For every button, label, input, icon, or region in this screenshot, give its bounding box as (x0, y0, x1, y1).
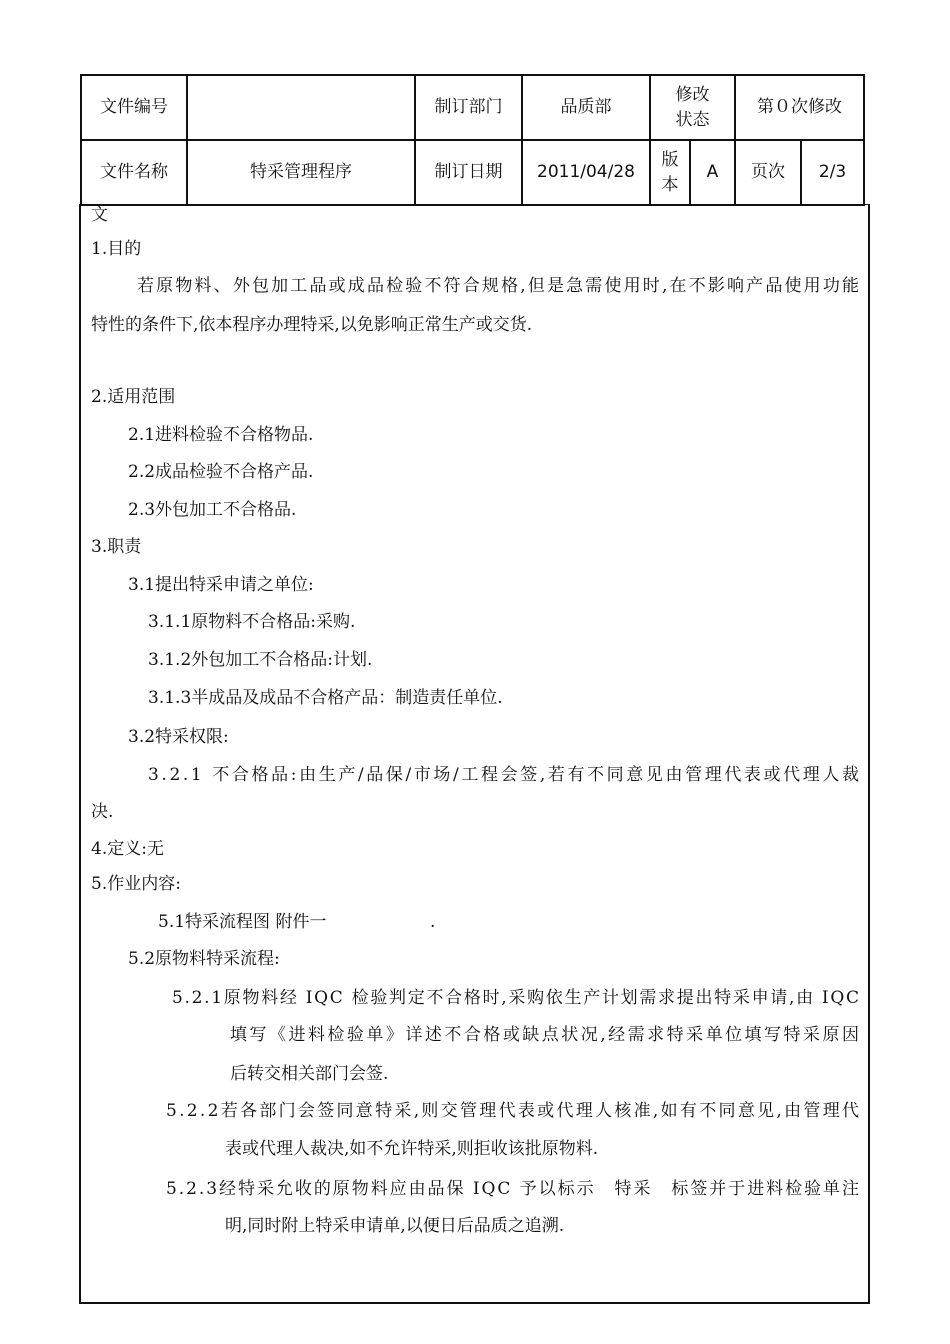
text-line: 文 (91, 205, 108, 225)
date-value: 2011/04/28 (522, 140, 650, 205)
revision-status-label-line1: 修改 (675, 84, 710, 105)
file-name-label: 文件名称 (81, 140, 187, 205)
list-item: 2.3外包加工不合格品. (128, 500, 297, 520)
paragraph-line: 特性的条件下,依本程序办理特采,以免影响正常生产或交货. (91, 315, 533, 335)
section-heading-definition: 4.定义:无 (91, 839, 164, 859)
list-item: 2.2成品检验不合格产品. (128, 462, 314, 482)
paragraph-line: 后转交相关部门会签. (230, 1064, 389, 1084)
paragraph-line: 决. (91, 802, 114, 822)
list-item: 5.2.3经特采允收的原物料应由品保 IQC 予以标示 特采 标签并于进料检验单注 (166, 1179, 861, 1199)
paragraph-line: 明,同时附上特采申请单,以便日后品质之追溯. (225, 1216, 565, 1236)
list-item: 3.2.1 不合格品:由生产/品保/市场/工程会签,若有不同意见由管理代表或代理人裁 (148, 765, 862, 785)
list-item: 3.1.2外包加工不合格品:计划. (148, 650, 373, 670)
page-label: 页次 (735, 140, 801, 205)
revision-status-label-line2: 状态 (675, 109, 710, 130)
department-label: 制订部门 (415, 75, 522, 140)
paragraph-line: 若原物料、外包加工品或成品检验不符合规格,但是急需使用时,在不影响产品使用功能 (137, 276, 862, 296)
date-label: 制订日期 (415, 140, 522, 205)
list-item: 5.1特采流程图 附件一 (158, 912, 327, 932)
list-item: 3.1提出特采申请之单位: (128, 575, 314, 595)
text-fragment: . (430, 912, 436, 932)
list-item: 5.2原物料特采流程: (128, 949, 280, 969)
section-heading-purpose: 1.目的 (91, 239, 142, 259)
version-label-line2: 本 (661, 174, 679, 195)
list-item: 5.2.1原物料经 IQC 检验判定不合格时,采购依生产计划需求提出特采申请,由 IQC (172, 988, 861, 1008)
version-label-line1: 版 (661, 149, 679, 170)
page-value: 2/3 (801, 140, 864, 205)
file-number-label: 文件编号 (81, 75, 187, 140)
version-value: A (690, 140, 735, 205)
department-value: 品质部 (522, 75, 650, 140)
list-item: 5.2.2若各部门会签同意特采,则交管理代表或代理人核准,如有不同意见,由管理代 (166, 1101, 862, 1121)
version-label (650, 140, 690, 205)
file-name-value: 特采管理程序 (187, 140, 415, 205)
section-heading-responsibilities: 3.职责 (91, 537, 142, 557)
revision-status-label (650, 75, 735, 140)
section-heading-scope: 2.适用范围 (91, 387, 176, 407)
revision-status-value: 第０次修改 (735, 75, 864, 140)
section-heading-procedure: 5.作业内容: (91, 874, 181, 894)
list-item: 3.2特采权限: (128, 727, 229, 747)
document-header-table (80, 74, 865, 206)
list-item: 2.1进料检验不合格物品. (128, 425, 314, 445)
list-item: 3.1.1原物料不合格品:采购. (148, 612, 356, 632)
file-number-value (187, 75, 415, 140)
list-item: 3.1.3半成品及成品不合格产品：制造责任单位. (148, 688, 503, 708)
paragraph-line: 填写《进料检验单》详述不合格或缺点状况,经需求特采单位填写特采原因 (230, 1025, 862, 1045)
paragraph-line: 表或代理人裁决,如不允许特采,则拒收该批原物料. (225, 1139, 599, 1159)
